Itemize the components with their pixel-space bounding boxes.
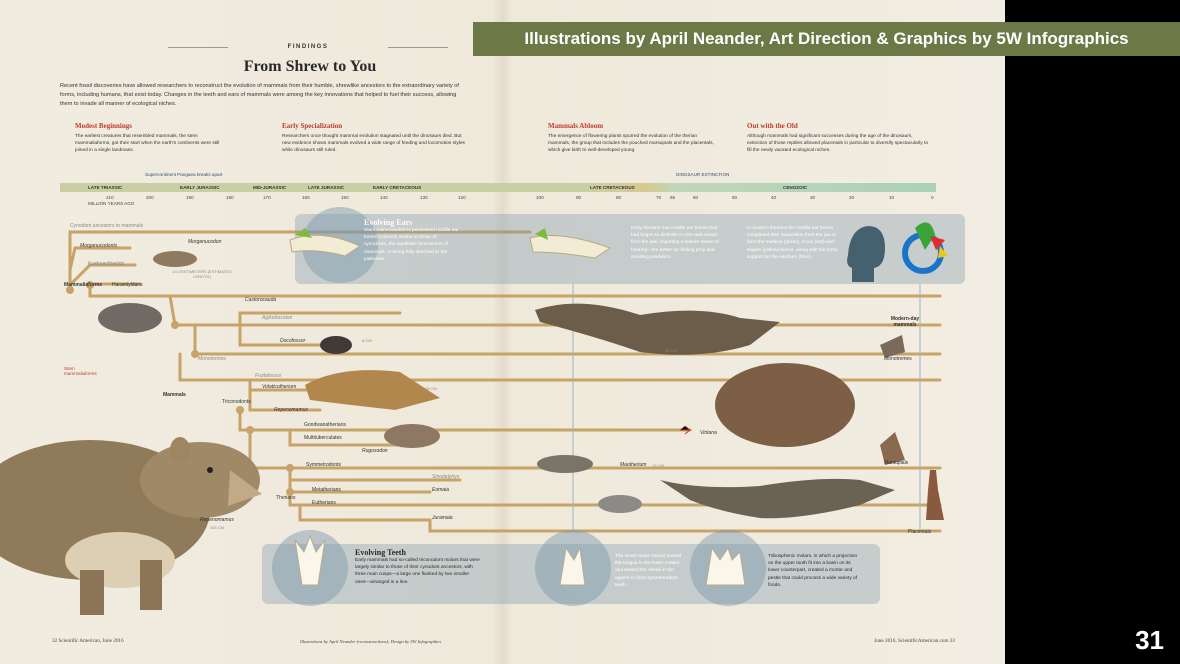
label-symmetrodonts: Symmetrodonts <box>306 462 342 468</box>
label-therians: Therians <box>276 495 296 501</box>
section-title: Mammals Abloom <box>548 122 604 130</box>
period-late-cretaceous: LATE CRETACEOUS <box>590 185 635 190</box>
label-placentals: Placentals <box>908 529 932 535</box>
label-castorocauda-size: 42 CM <box>665 348 677 353</box>
label-repenomamus: Repenomamus <box>274 407 308 413</box>
timeline-tick: 140 <box>380 195 388 200</box>
label-metatherians: Metatherians <box>312 487 341 493</box>
timeline-tick: 80 <box>616 195 622 200</box>
label-haramiyidans: Haramiyidans <box>112 282 143 288</box>
label-rugosodon: Rugosodon <box>362 448 388 454</box>
label-morganucodon: Morganucodon <box>188 239 222 245</box>
timeline-tick: 40 <box>771 195 777 200</box>
timeline-tick: 50 <box>732 195 738 200</box>
label-repenomamus-illustration: Repenomamus <box>200 517 234 523</box>
timeline-tick: 170 <box>263 195 271 200</box>
kicker: FINDINGS <box>208 44 408 50</box>
intro-text: Recent fossil discoveries have allowed researchers to reconstruct the evolution of mammals from their humble, shrewlike ancestors to the extraordinary variety of forms, including humans, that exist today. Changes in the teeth and ears of mammals were among the key innovations that helped to fuel their success, allowing them to invade all manner of ecological niches. <box>60 83 459 107</box>
label-triconodonts: Triconodonts <box>222 399 251 405</box>
label-marsupials: Marsupials <box>884 460 909 466</box>
evolving-ears-title: Evolving Ears <box>364 218 413 227</box>
timeline-tick: 66 <box>670 195 676 200</box>
page-title: From Shrew to You <box>243 58 377 75</box>
period-early-cretaceous: EARLY CRETACEOUS <box>373 185 422 190</box>
timeline-tick: 190 <box>186 195 194 200</box>
footer-left: 32 Scientific American, June 2016 <box>52 638 124 644</box>
timeline-tick: 200 <box>146 195 154 200</box>
timeline-tick: 210 <box>106 195 114 200</box>
timeline-tick: 0 <box>931 195 934 200</box>
timeline-tick: 180 <box>226 195 234 200</box>
slide-number: 31 <box>1135 625 1164 655</box>
label-volaticotherium-size: 28 CM <box>425 386 437 391</box>
label-multituberculates: Multituberculates <box>304 435 342 441</box>
label-modern-day-mammals: Modern-day mammals <box>890 316 920 328</box>
evolving-ears-text-2: Early therians had middle ear bones that had begun to diminish in size and detach from the jaw, imparting a keener sense of hearing—the better for finding prey and avoiding predators. <box>631 226 719 260</box>
evolving-ears-text-1: Stem mammaliaforms possessed middle ear bones (colored) similar to those of cynodonts, the reptilelike forerunners of mammals, in being fully attached to the jawbones. <box>364 228 459 262</box>
label-monotremes-modern: Monotremes <box>884 356 912 362</box>
timeline-tick: 70 <box>656 195 662 200</box>
label-morganucodonts: Morganucodonts <box>80 243 118 249</box>
label-stem-mammaliaforms: Stem mammaliaforms <box>64 366 97 376</box>
evolving-teeth-text-1: Early mammals had so-called triconodont molars that were largely similar to those of their cynodont ancestors, with three main cusps—a large one flanked by two smaller ones—arranged in a line. <box>355 558 480 585</box>
timeline-tick: 160 <box>302 195 310 200</box>
footer-right: June 2016, ScientificAmerican.com 33 <box>874 638 955 644</box>
evolving-teeth-box <box>355 548 480 586</box>
section-text: The earliest creatures that resembled mammals, the stem mammaliaforms, got their start when the earth's continents were still joined in a single landmass. <box>75 133 220 153</box>
label-maotherium: Maotherium <box>620 462 647 468</box>
period-cenozoic: CENOZOIC <box>783 185 808 190</box>
section-title: Early Specialization <box>282 122 343 130</box>
label-kuehneotheriids: Kuehneotheriids <box>88 261 125 267</box>
timeline-tick: 30 <box>810 195 816 200</box>
timeline-tick: 150 <box>341 195 349 200</box>
timeline-tick: 20 <box>849 195 855 200</box>
label-docofossor: Docofossor <box>280 338 306 344</box>
evolving-ears-box <box>330 216 474 265</box>
timeline-tick: 10 <box>889 195 895 200</box>
section-text: Although mammals had significant successes during the age of the dinosaurs, extinction of those reptiles allowed placentals in particular to diversify spectacularly to fill the newly vacated ecological niches. <box>747 133 929 153</box>
years-ago-label: MILLION YEARS AGO <box>88 201 135 206</box>
timeline-tick: 60 <box>693 195 699 200</box>
pangaea-note: Supercontinent Pangaea breaks apart <box>145 172 223 177</box>
label-monotremes: Monotremes <box>198 356 226 362</box>
period-late-jurassic: LATE JURASSIC <box>308 185 345 190</box>
credit-banner: Illustrations by April Neander, Art Direction & Graphics by 5W Infographics <box>473 22 1180 56</box>
label-juramaia: Juramaia <box>432 515 453 521</box>
timeline-tick: 100 <box>536 195 544 200</box>
label-agilodocodon: Agilodocodon <box>262 315 293 321</box>
evolving-teeth-text-2: The small cusps moved toward the tongue in the lower molars and toward the cheek in the uppers to form symmetrodont teeth. <box>615 554 682 588</box>
footer-credit: Illustrations by April Neander (reconstructions); Design by 5W Infographics <box>300 639 442 644</box>
label-maotherium-size: 15 CM <box>652 463 664 468</box>
label-cynodont: Cynodont ancestors to mammals <box>70 223 144 229</box>
label-gondwanatherians: Gondwanatherians <box>304 422 346 428</box>
section-text: The emergence of flowering plants spurred the evolution of the therian mammals, the group that includes the pouched marsupials and the placentals, which give birth to well-developed young. <box>548 133 714 153</box>
extinction-note: DINOSAUR EXTINCTION <box>676 172 730 177</box>
label-sinodelphys: Sinodelphys <box>432 474 460 480</box>
label-mammaliaforms: Mammaliaforms <box>64 282 103 288</box>
period-early-jurassic: EARLY JURASSIC <box>180 185 220 190</box>
timeline-tick: 130 <box>420 195 428 200</box>
label-fruitafossor: Fruitafossor <box>255 373 282 379</box>
timeline-tick: 90 <box>576 195 582 200</box>
evolving-teeth-text-3: Tribosphenic molars, in which a projection on the upper tooth fit into a basin on its lower counterpart, created a mortar and pestle that could process a wide variety of foods. <box>768 554 858 588</box>
timeline-tick: 120 <box>458 195 466 200</box>
evolving-ears-text-3: In modern therians the middle ear bones completed their separation from the jaw to form the malleus (green), incus (red) and stapes (yellow) bones, along with the bony support for the eardrum (blue). <box>747 226 838 260</box>
label-vintana: Vintana <box>700 430 717 436</box>
period-mid-jurassic: MID-JURASSIC <box>253 185 287 190</box>
label-repenomamus-size: 105 CM <box>210 525 225 530</box>
section-title: Modest Beginnings <box>75 122 132 130</box>
label-eutherians: Eutherians <box>312 500 336 506</box>
section-title: Out with the Old <box>747 122 798 130</box>
label-volaticotherium: Volaticotherium <box>262 384 297 390</box>
section-text: Researchers once thought mammal evolution stagnated until the dinosaurs died. But new evidence shows mammals evolved a wide range of feeding and locomotion styles while dinosaurs still ruled. <box>282 133 465 153</box>
evolving-teeth-title: Evolving Teeth <box>355 548 406 557</box>
label-mammals: Mammals <box>163 392 186 398</box>
period-late-triassic: LATE TRIASSIC <box>88 185 123 190</box>
label-castorocauda: Castorocauda <box>245 297 277 303</box>
label-size-note: 14 CENTIMETERS (ESTIMATED LENGTH) <box>172 269 232 279</box>
label-eomaia: Eomaia <box>432 487 449 493</box>
label-docofossor-size: 8 CM <box>362 338 372 343</box>
